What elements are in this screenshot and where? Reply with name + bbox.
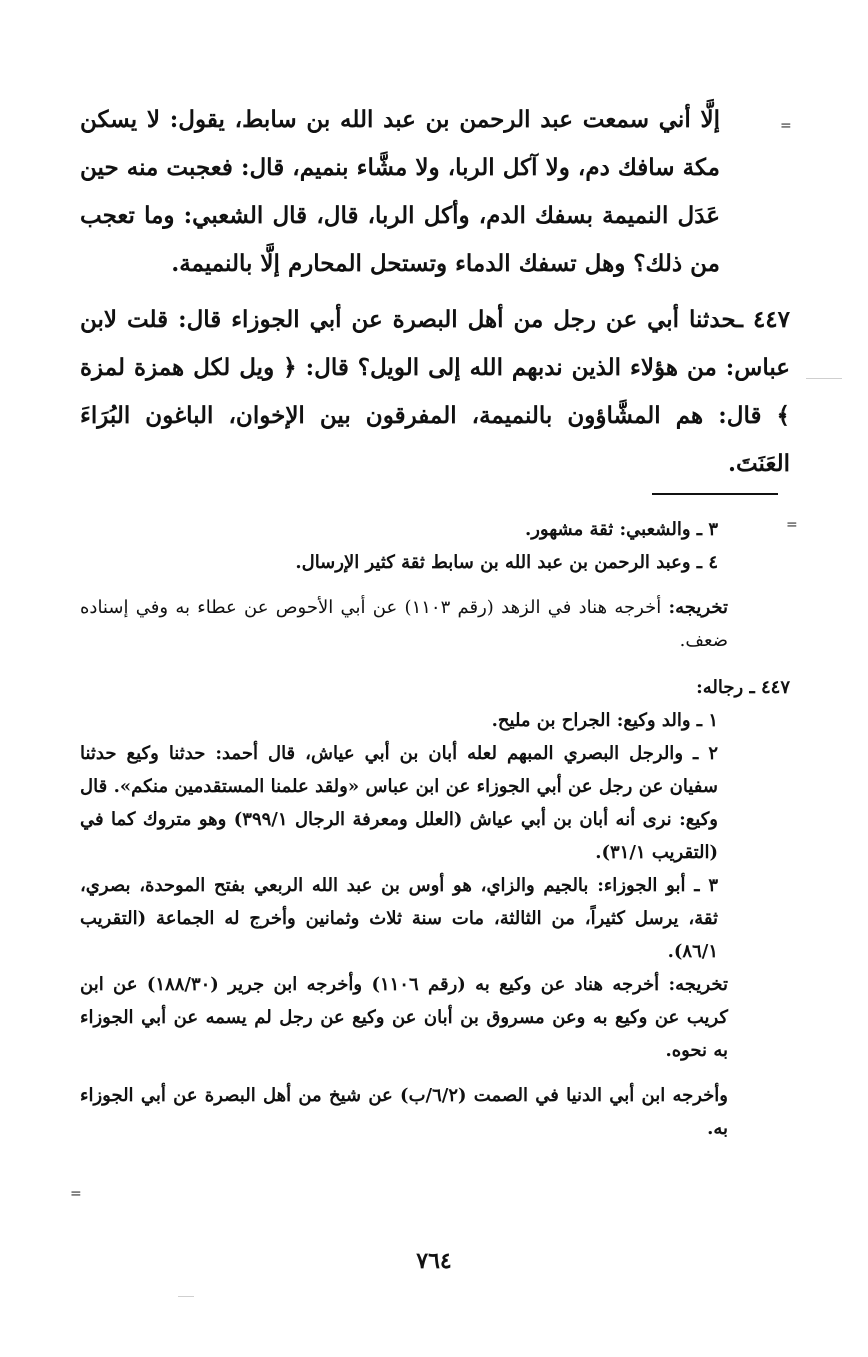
main-text (80, 96, 790, 496)
takhrij-label: تخريجه: (668, 597, 728, 618)
paragraph-447 (80, 296, 790, 488)
scan-artifact (806, 378, 842, 379)
rijal-heading: ٤٤٧ ـ رجاله: (696, 677, 790, 698)
rijal-2: ٢ ـ والرجل البصري المبهم لعله أبان بن أبي عياش، قال أحمد: حدثنا وكيع حدثنا سفيان عن رجل عن أبي الجوزاء عن ابن عباس «ولقد علمنا المستقدمين منكم». قال وكيع: نرى أنه أبان بن أبي عياش (العلل ومعرفة الرجال ٣٩٩/١) وهو متروك كما في (التقريب ٣١/١). (80, 743, 718, 863)
takhrij-text: أخرجه هناد في الزهد (رقم ١١٠٣) عن أبي الأحوص عن عطاء به وفي إسناده ضعف. (80, 597, 728, 651)
paragraph-continuation: إلَّا أني سمعت عبد الرحمن بن عبد الله بن سابط، يقول: لا يسكن مكة سافك دم، ولا آكل الربا، ولا مشَّاء بنميم، قال: فعجبت منه حين عَدَل النميمة بسفك الدم، وأكل الربا، قال، قال الشعبي: وما تعجب من ذلك؟ وهل تسفك الدماء وتستحل المحارم إلَّا بالنميمة. (80, 106, 720, 277)
takhrij-1 (80, 591, 790, 657)
hadith-number: ٤٤٧ ـ (736, 306, 791, 333)
note-3: ٣ ـ والشعبي: ثقة مشهور. (524, 519, 718, 540)
additional-takhrij: وأخرجه ابن أبي الدنيا في الصمت (٦/٢/ب) عن شيخ من أهل البصرة عن أبي الجوزاء به. (80, 1085, 729, 1139)
scan-artifact (178, 1296, 194, 1297)
footnotes (80, 513, 790, 1145)
rijal-3: ٣ ـ أبو الجوزاء: بالجيم والزاي، هو أوس بن عبد الله الربعي بفتح الموحدة، بصري، ثقة، يرسل كثيراً، من الثالثة، مات سنة ثلاث وثمانين وأخرج له الجماعة (التقريب ٨٦/١). (80, 875, 718, 962)
page-number: ٧٦٤ (416, 1248, 452, 1274)
note-4: ٤ ـ وعبد الرحمن بن عبد الله بن سابط ثقة كثير الإرسال. (295, 552, 718, 573)
rijal-1: ١ ـ والد وكيع: الجراح بن مليح. (491, 710, 718, 731)
takhrij-2 (80, 968, 790, 1067)
hadith-text: حدثنا أبي عن رجل من أهل البصرة عن أبي الجوزاء قال: قلت لابن عباس: من هؤلاء الذين ندبهم الله إلى الويل؟ قال: ﴿ ويل لكل همزة لمزة ﴾ قال: هم المشَّاؤون بالنميمة، المفرقون بين الإخوان، الباغون البُرَاءَ العَنَتَ. (80, 306, 790, 477)
takhrij-label: تخريجه: (668, 974, 728, 995)
margin-marker-bottom: = (70, 1186, 82, 1202)
margin-marker-top: = (780, 118, 792, 134)
margin-marker-notes: = (786, 517, 798, 533)
footnote-separator (652, 493, 778, 495)
takhrij-text: أخرجه هناد عن وكيع به (رقم ١١٠٦) وأخرجه ابن جرير (١٨٨/٣٠) عن ابن كريب عن وكيع به وعن مسروق بن أبان عن وكيع عن رجل لم يسمه عن أبي الجوزاء به نحوه. (80, 974, 728, 1061)
